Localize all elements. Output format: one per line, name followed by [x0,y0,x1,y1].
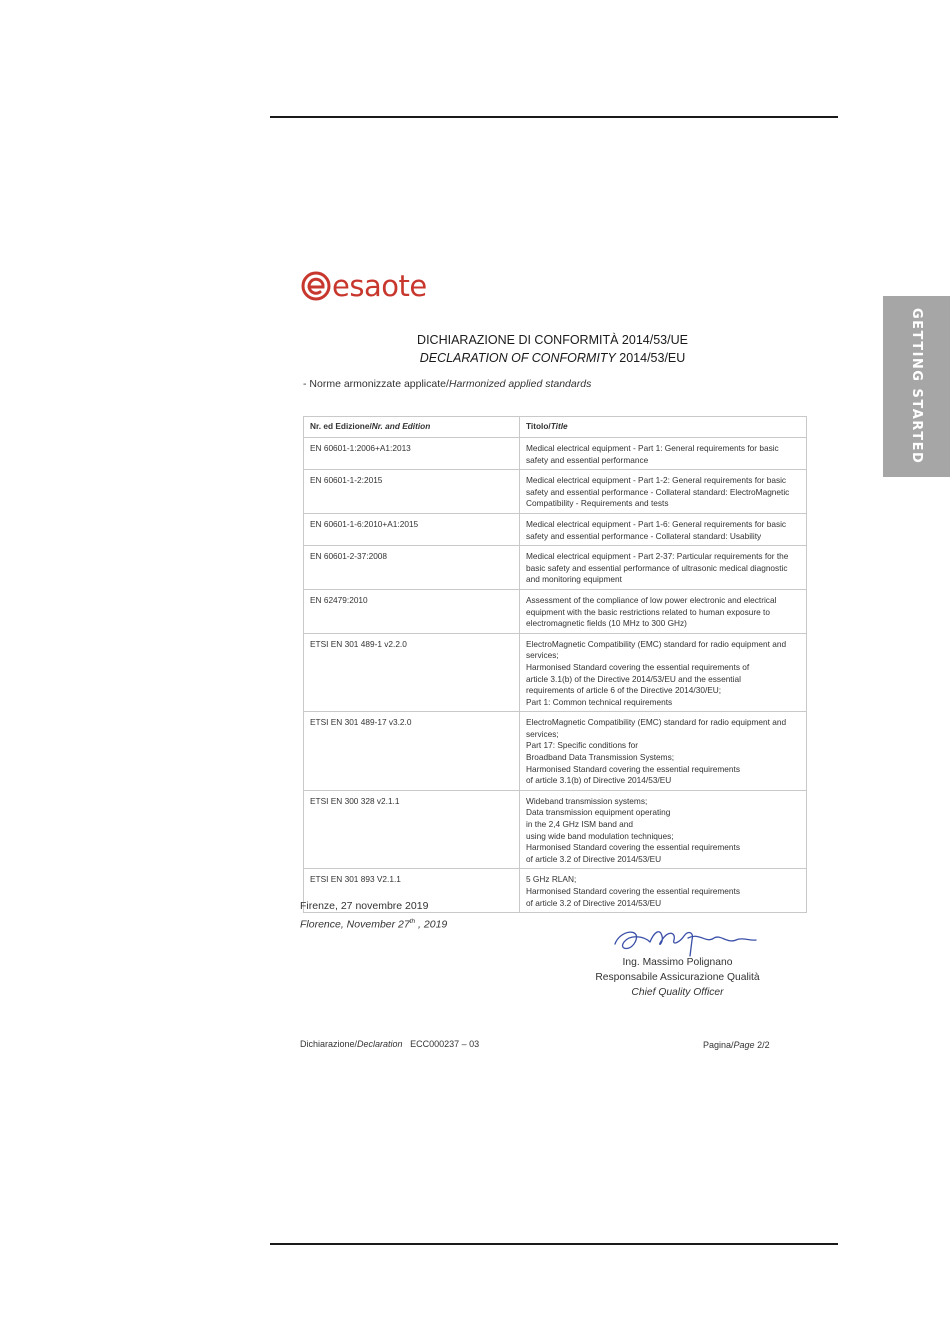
table-row [304,470,807,514]
place-date-en-sup: th [409,918,416,925]
standard-title-cell [520,712,807,791]
logo-e-mark-icon [301,271,331,301]
standards-table [303,416,807,913]
standard-edition-cell: EN 60601-1-6:2010+A1:2015 [304,513,520,545]
standard-title-line: Medical electrical equipment - Part 1-2: General requirements for basic [526,475,787,486]
table-row [304,513,807,545]
table-row [304,790,807,869]
column-header-edition [304,417,520,438]
standard-title-line: Part 17: Specific conditions for [526,740,639,751]
table-row [304,589,807,633]
title-italian: DICHIARAZIONE DI CONFORMITÀ 2014/53/UE [417,333,688,347]
standard-title-line: safety and essential performance - Collateral standard: ElectroMagnetic [526,486,790,497]
standard-title-cell [520,470,807,514]
standard-title-line: safety and essential performance - Collateral standard: Usability [526,530,762,541]
standard-title-line: Data transmission equipment operating [526,807,671,818]
column-header-edition-en: Nr. and Edition [371,421,431,431]
standard-title-line: article 3.1(b) of the Directive 2014/53/EU and the essential [526,673,741,684]
standard-title-line: in the 2,4 GHz ISM band and [526,819,634,830]
footer-declaration-code [300,1039,479,1049]
place-date-it: Firenze, 27 novembre 2019 [300,900,429,912]
standard-title-line: Medical electrical equipment - Part 1-6: General requirements for basic [526,518,787,529]
standard-edition-cell: EN 60601-1:2006+A1:2013 [304,438,520,470]
signer-role-en: Chief Quality Officer [631,987,724,998]
title-english-suffix: 2014/53/EU [619,351,686,365]
standard-title-line: Wideband transmission systems; [526,795,648,806]
footer-page-number [703,1040,770,1050]
standard-title-cell [520,513,807,545]
standard-edition-cell: ETSI EN 301 893 V2.1.1 [304,869,520,913]
footer-doc-code: ECC000237 – 03 [410,1039,480,1049]
place-date-en-prefix: Florence, November 27 [300,918,410,931]
bottom-rule [270,1243,838,1245]
standard-title-cell [520,546,807,590]
standard-title-cell [520,633,807,712]
table-row [304,633,807,712]
standard-title-line: Harmonised Standard covering the essential requirements [526,886,740,896]
top-rule [270,116,838,118]
standard-title-line: of article 3.2 of Directive 2014/53/EU [526,897,662,908]
standard-title-line: services; [526,728,559,739]
column-header-title-en: Title [550,421,568,431]
standard-title-line: ElectroMagnetic Compatibility (EMC) standard for radio equipment and [526,717,787,728]
table-header-row [304,417,807,438]
standard-title-line: Harmonised Standard covering the essential requirements of [526,661,750,672]
section-tab-label: GETTING STARTED [909,308,924,465]
standards-label-en: Harmonized applied standards [448,378,592,390]
standard-title-cell [520,869,807,913]
title-english-prefix: DECLARATION OF CONFORMITY [419,351,616,365]
table-row [304,712,807,791]
place-date-en-suffix: , 2019 [415,918,448,931]
footer-left-en: Declaration [357,1039,403,1049]
place-and-date [300,899,447,933]
standard-title-line: safety and essential performance [526,454,649,465]
standard-title-line: and monitoring equipment [526,574,622,585]
standard-edition-cell: ETSI EN 300 328 v2.1.1 [304,790,520,869]
standard-title-cell [520,790,807,869]
standard-title-cell [520,589,807,633]
standard-title-line: ElectroMagnetic Compatibility (EMC) standard for radio equipment and [526,638,787,649]
standard-title-line: Part 1: Common technical requirements [526,696,673,707]
standard-title-line: of article 3.1(b) of Directive 2014/53/EU [526,775,672,786]
column-header-title [520,417,807,438]
standard-title-line: Medical electrical equipment - Part 1: General requirements for basic [526,443,779,453]
place-date-en [300,914,447,933]
standard-title-line: electromagnetic fields (10 MHz to 300 GHz) [526,618,687,629]
standard-edition-cell: EN 60601-2-37:2008 [304,546,520,590]
footer-page: 2/2 [757,1040,770,1050]
logo-wordmark: esaote [332,269,427,303]
document-title [300,331,805,367]
standard-title-line: Harmonised Standard covering the essential requirements [526,842,740,853]
standards-label-it: - Norme armonizzate applicate/ [303,378,449,390]
column-header-title-it: Titolo/ [526,421,551,431]
standards-label [303,378,591,390]
standard-title-line: Broadband Data Transmission Systems; [526,752,675,763]
standard-title-line: Compatibility - Requirements and tests [526,498,669,509]
table-row [304,438,807,470]
standard-title-line: requirements of article 6 of the Directive 2014/30/EU; [526,685,722,696]
standard-title-cell [520,438,807,470]
footer-right-it: Pagina/ [703,1040,734,1050]
footer-left-it: Dichiarazione/ [300,1039,358,1049]
standard-title-line: Assessment of the compliance of low power electronic and electrical [526,594,777,605]
signer-role-it: Responsabile Assicurazione Qualità [595,972,760,983]
standard-title-line: basic safety and essential performance of ultrasonic medical diagnostic [526,562,788,573]
table-row [304,546,807,590]
standard-title-line: Medical electrical equipment - Part 2-37: Particular requirements for the [526,551,789,562]
standard-title-line: Harmonised Standard covering the essential requirements [526,763,740,774]
standard-title-line: equipment with the basic restrictions related to human exposure to [526,606,770,617]
signer-name: Ing. Massimo Polignano [622,957,733,968]
signer-block [560,955,795,1000]
standard-title-line: 5 GHz RLAN; [526,874,577,885]
title-english [300,349,805,367]
standard-edition-cell: EN 62479:2010 [304,589,520,633]
standard-title-line: of article 3.2 of Directive 2014/53/EU [526,853,662,864]
footer-right-en: Page [733,1040,755,1050]
standard-edition-cell: ETSI EN 301 489-1 v2.2.0 [304,633,520,712]
company-logo [301,266,427,306]
column-header-edition-it: Nr. ed Edizione/ [310,421,372,431]
section-tab [883,296,950,477]
standard-edition-cell: ETSI EN 301 489-17 v3.2.0 [304,712,520,791]
standard-edition-cell: EN 60601-1-2:2015 [304,470,520,514]
standard-title-line: services; [526,650,559,661]
standard-title-line: using wide band modulation techniques; [526,830,674,841]
table-body [304,438,807,913]
